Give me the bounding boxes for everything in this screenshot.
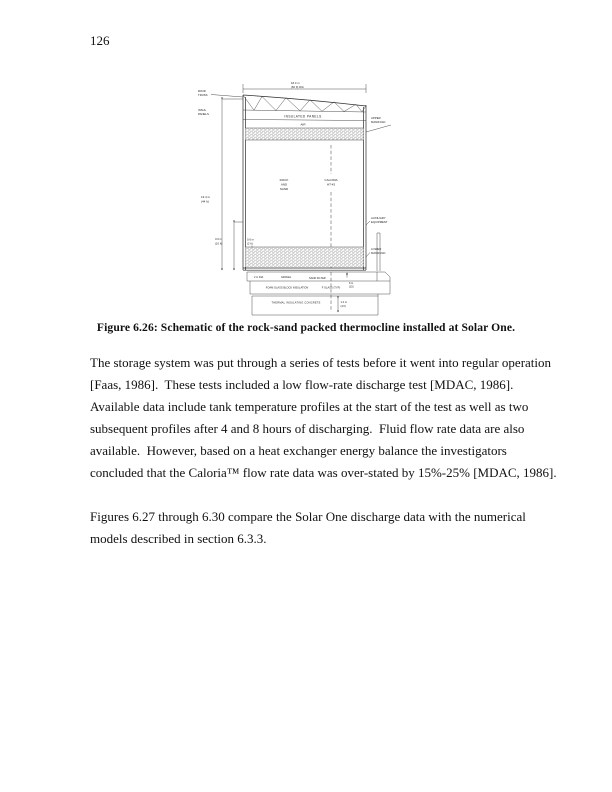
left-callouts bbox=[198, 89, 243, 116]
label-six-in-alt: (15) bbox=[349, 285, 354, 289]
label-height-ft: (44 ft) bbox=[201, 199, 209, 204]
page-number: 126 bbox=[90, 33, 110, 48]
label-truss: TRUSS bbox=[198, 92, 208, 97]
label-sand-filter: SAND FILTER bbox=[309, 277, 326, 281]
label-foam-glass: FOAM GLASS BLOCK INSULATION bbox=[265, 286, 309, 290]
label-caloria: CALORIA bbox=[324, 178, 338, 182]
diameter-dimension bbox=[243, 81, 366, 93]
label-rock: ROCK bbox=[279, 178, 289, 182]
paragraph1-line: concluded that the Caloria™ flow rate data was over-stated by 15%-25% [MDAC, 1986]. bbox=[90, 465, 557, 480]
figure-caption: Figure 6.26: Schematic of the rock-sand packed thermocline installed at Solar One. bbox=[96, 321, 516, 334]
label-roof: ROOF bbox=[198, 89, 207, 93]
label-gravel: GRAVEL bbox=[281, 276, 292, 279]
body-text bbox=[90, 352, 557, 550]
label-sand-thickness-m: 0.6 m bbox=[247, 237, 254, 242]
height-dimensions bbox=[201, 99, 243, 270]
right-callouts bbox=[366, 116, 391, 271]
label-upper: UPPER bbox=[371, 116, 381, 120]
label-six-in: 6 in bbox=[349, 282, 354, 285]
label-lower-height-m: 3.0 m bbox=[215, 237, 222, 241]
paragraph1-line: [Faas, 1986]. These tests included a low flow-rate discharge test [MDAC, 1986]. bbox=[90, 377, 514, 392]
tank-walls bbox=[243, 95, 366, 270]
paragraph2-line: Figures 6.27 through 6.30 compare the Solar One discharge data with the numerical bbox=[90, 509, 526, 524]
label-lower-height-ft: (10 ft) bbox=[215, 241, 223, 246]
label-diameter-ft: (60 ft) DIA bbox=[291, 85, 304, 89]
paragraph1-line: subsequent profiles after 4 and 8 hours of discharging. Fluid flow rate data are also bbox=[90, 421, 525, 436]
roof-truss bbox=[243, 95, 366, 112]
paragraph1-line: available. However, based on a heat exchanger energy balance the investigators bbox=[90, 443, 507, 458]
label-insulated-panels: INSULATED PANELS bbox=[284, 114, 322, 119]
label-sand: SAND bbox=[279, 187, 289, 191]
label-lower: LOWER bbox=[371, 247, 382, 251]
label-concrete-dim-ft: (4 ft) bbox=[340, 304, 346, 308]
label-auxiliary: AUXILIARY bbox=[371, 216, 386, 220]
label-lower-manifold: MANIFOLD bbox=[371, 251, 386, 255]
label-fglass-typ: F GLASS (TYP) bbox=[321, 286, 341, 290]
paragraph2-line: models described in section 6.3.3. bbox=[90, 531, 267, 546]
roof-deck bbox=[243, 115, 366, 141]
label-ht43: HT-43 bbox=[326, 182, 336, 187]
label-aux-equipment: EQUIPMENT bbox=[371, 220, 388, 224]
label-height-m: 13.4 m bbox=[201, 195, 211, 199]
label-insul: INSUL bbox=[198, 108, 207, 112]
label-diameter-m: 18.3 m bbox=[291, 81, 300, 85]
label-concrete-dim-m: 1.2 m bbox=[340, 301, 347, 304]
label-air: AIR bbox=[300, 122, 306, 127]
foundation bbox=[247, 272, 390, 315]
label-upper-manifold: MANIFOLD bbox=[371, 120, 386, 124]
label-sand-thickness-ft: (2 ft) bbox=[247, 241, 253, 246]
label-concrete: THERMAL INSULATING CONCRETE bbox=[271, 301, 321, 305]
paragraph1-line: The storage system was put through a series of tests before it went into regular operation bbox=[90, 355, 552, 370]
label-gravel-dia: 2 in DIA bbox=[254, 276, 264, 279]
bottom-bed bbox=[243, 238, 366, 271]
label-panels: PANELS bbox=[198, 111, 209, 116]
paragraph1-line: Available data include tank temperature profiles at the start of the test as well as two bbox=[90, 399, 529, 414]
thermocline-schematic bbox=[193, 76, 405, 320]
label-and: AND bbox=[280, 182, 288, 187]
paragraph-gap bbox=[90, 484, 536, 506]
